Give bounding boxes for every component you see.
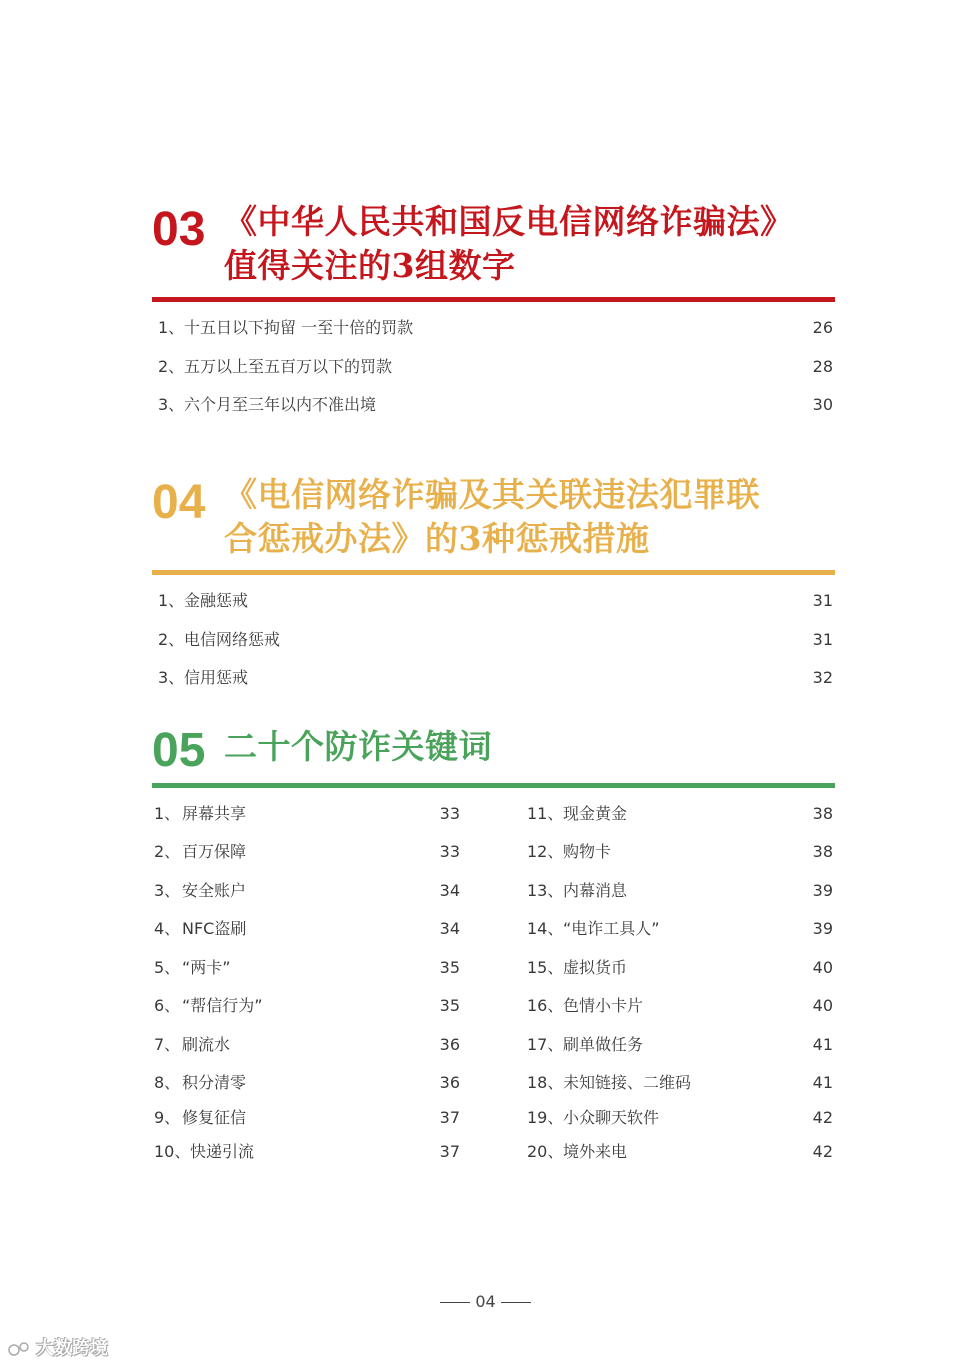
entry-label: 百万保障 [182, 842, 247, 861]
section-number: 03 [152, 203, 206, 256]
entry-page: 38 [812, 842, 833, 861]
entry-page: 32 [812, 668, 833, 687]
keyword-entry[interactable] [527, 878, 833, 904]
watermark [8, 1334, 108, 1360]
section-title [224, 725, 844, 769]
toc-entry[interactable] [152, 315, 835, 341]
keyword-entry[interactable] [154, 801, 460, 827]
entry-page: 37 [439, 1142, 460, 1161]
entry-label: 内幕消息 [563, 881, 628, 900]
footer-dash-right [501, 1302, 531, 1303]
keyword-entry[interactable] [154, 916, 460, 942]
entry-label: 六个月至三年以内不准出境 [184, 395, 377, 414]
entry-number: 4、 [154, 919, 181, 938]
section-divider [152, 297, 835, 302]
entry-page: 40 [812, 958, 833, 977]
entry-number: 3、 [158, 668, 185, 687]
entry-page: 28 [812, 357, 833, 376]
entry-page: 26 [812, 318, 833, 337]
toc-entry[interactable] [152, 392, 835, 418]
section-title-line2: 合惩戒办法》的3种惩戒措施 [224, 519, 650, 558]
keyword-entry[interactable] [527, 955, 833, 981]
section-title-line1: 《中华人民共和国反电信网络诈骗法》 [224, 202, 794, 241]
entry-label: “两卡” [182, 958, 231, 977]
keyword-entry[interactable] [527, 839, 833, 865]
keyword-entry[interactable] [154, 1105, 460, 1131]
entry-page: 41 [812, 1073, 833, 1092]
section-title-line2: 值得关注的3组数字 [224, 246, 516, 285]
entry-number: 9、 [154, 1108, 181, 1127]
section-title-line1: 二十个防诈关键词 [224, 727, 492, 766]
section-title-line1: 《电信网络诈骗及其关联违法犯罪联 [224, 475, 760, 514]
keyword-entry[interactable] [154, 1032, 460, 1058]
keyword-entry[interactable] [527, 993, 833, 1019]
entry-number: 2、 [158, 630, 185, 649]
toc-entry[interactable] [152, 354, 835, 380]
entry-number: 18、 [527, 1073, 564, 1092]
entry-label: NFC盗刷 [182, 919, 247, 938]
entry-label: 快递引流 [190, 1142, 255, 1161]
entry-number: 1、 [158, 318, 185, 337]
entry-number: 15、 [527, 958, 564, 977]
entry-number: 10、 [154, 1142, 191, 1161]
entry-label: 境外来电 [563, 1142, 628, 1161]
entry-label: 色情小卡片 [563, 996, 644, 1015]
entry-number: 1、 [158, 591, 185, 610]
keyword-entry[interactable] [154, 955, 460, 981]
entry-number: 20、 [527, 1142, 564, 1161]
keyword-entry[interactable] [527, 1070, 833, 1096]
entry-label: 刷单做任务 [563, 1035, 644, 1054]
entry-page: 33 [439, 842, 460, 861]
entry-page: 39 [812, 919, 833, 938]
entry-label: 购物卡 [563, 842, 612, 861]
toc-entry[interactable] [152, 665, 835, 691]
entry-page: 34 [439, 881, 460, 900]
watermark-text: 大数跨境 [36, 1338, 108, 1359]
entry-number: 13、 [527, 881, 564, 900]
entry-page: 31 [812, 630, 833, 649]
keyword-entry[interactable] [154, 1070, 460, 1096]
entry-number: 17、 [527, 1035, 564, 1054]
entry-page: 35 [439, 958, 460, 977]
watermark-logo-icon [8, 1340, 32, 1358]
entry-label: 五万以上至五百万以下的罚款 [184, 357, 393, 376]
entry-page: 42 [812, 1142, 833, 1161]
keyword-entry[interactable] [527, 916, 833, 942]
entry-page: 36 [439, 1073, 460, 1092]
keyword-entry[interactable] [527, 1139, 833, 1165]
entry-label: 信用惩戒 [184, 668, 249, 687]
entry-number: 3、 [158, 395, 185, 414]
entry-label: 虚拟货币 [563, 958, 628, 977]
entry-number: 7、 [154, 1035, 181, 1054]
entry-label: 十五日以下拘留 一至十倍的罚款 [184, 318, 414, 337]
section-number: 04 [152, 476, 206, 529]
keyword-entry[interactable] [154, 1139, 460, 1165]
entry-page: 33 [439, 804, 460, 823]
entry-number: 8、 [154, 1073, 181, 1092]
entry-page: 31 [812, 591, 833, 610]
entry-page: 40 [812, 996, 833, 1015]
entry-number: 16、 [527, 996, 564, 1015]
entry-label: 未知链接、二维码 [563, 1073, 692, 1092]
entry-number: 19、 [527, 1108, 564, 1127]
footer-dash-left [440, 1302, 470, 1303]
toc-section-05 [152, 725, 835, 1175]
keyword-entry[interactable] [154, 839, 460, 865]
section-number: 05 [152, 724, 206, 777]
entry-number: 2、 [154, 842, 181, 861]
entry-label: 安全账户 [182, 881, 247, 900]
toc-entry[interactable] [152, 588, 835, 614]
entry-page: 37 [439, 1108, 460, 1127]
entry-label: “电诈工具人” [563, 919, 660, 938]
entry-number: 2、 [158, 357, 185, 376]
keyword-entry[interactable] [527, 801, 833, 827]
keyword-entry[interactable] [154, 993, 460, 1019]
entry-label: 刷流水 [182, 1035, 231, 1054]
entry-number: 14、 [527, 919, 564, 938]
keyword-entry[interactable] [527, 1032, 833, 1058]
page-number: 04 [475, 1292, 496, 1311]
entry-label: 电信网络惩戒 [184, 630, 281, 649]
entry-page: 34 [439, 919, 460, 938]
entry-number: 11、 [527, 804, 564, 823]
section-divider [152, 783, 835, 788]
entry-label: 积分清零 [182, 1073, 247, 1092]
entry-label: 屏幕共享 [182, 804, 247, 823]
entry-label: 修复征信 [182, 1108, 247, 1127]
entry-number: 6、 [154, 996, 181, 1015]
entry-number: 3、 [154, 881, 181, 900]
section-divider [152, 570, 835, 575]
entry-page: 41 [812, 1035, 833, 1054]
entry-number: 12、 [527, 842, 564, 861]
section-title [224, 200, 844, 288]
keyword-entry[interactable] [154, 878, 460, 904]
entry-page: 35 [439, 996, 460, 1015]
keyword-entry[interactable] [527, 1105, 833, 1131]
entry-label: 现金黄金 [563, 804, 628, 823]
entry-page: 38 [812, 804, 833, 823]
entry-page: 36 [439, 1035, 460, 1054]
entry-page: 30 [812, 395, 833, 414]
page-footer [0, 1292, 971, 1311]
entry-page: 39 [812, 881, 833, 900]
entry-number: 5、 [154, 958, 181, 977]
entry-label: 小众聊天软件 [563, 1108, 660, 1127]
section-title [224, 473, 844, 561]
entry-label: 金融惩戒 [184, 591, 249, 610]
toc-entry[interactable] [152, 627, 835, 653]
entry-label: “帮信行为” [182, 996, 263, 1015]
entry-page: 42 [812, 1108, 833, 1127]
entry-number: 1、 [154, 804, 181, 823]
